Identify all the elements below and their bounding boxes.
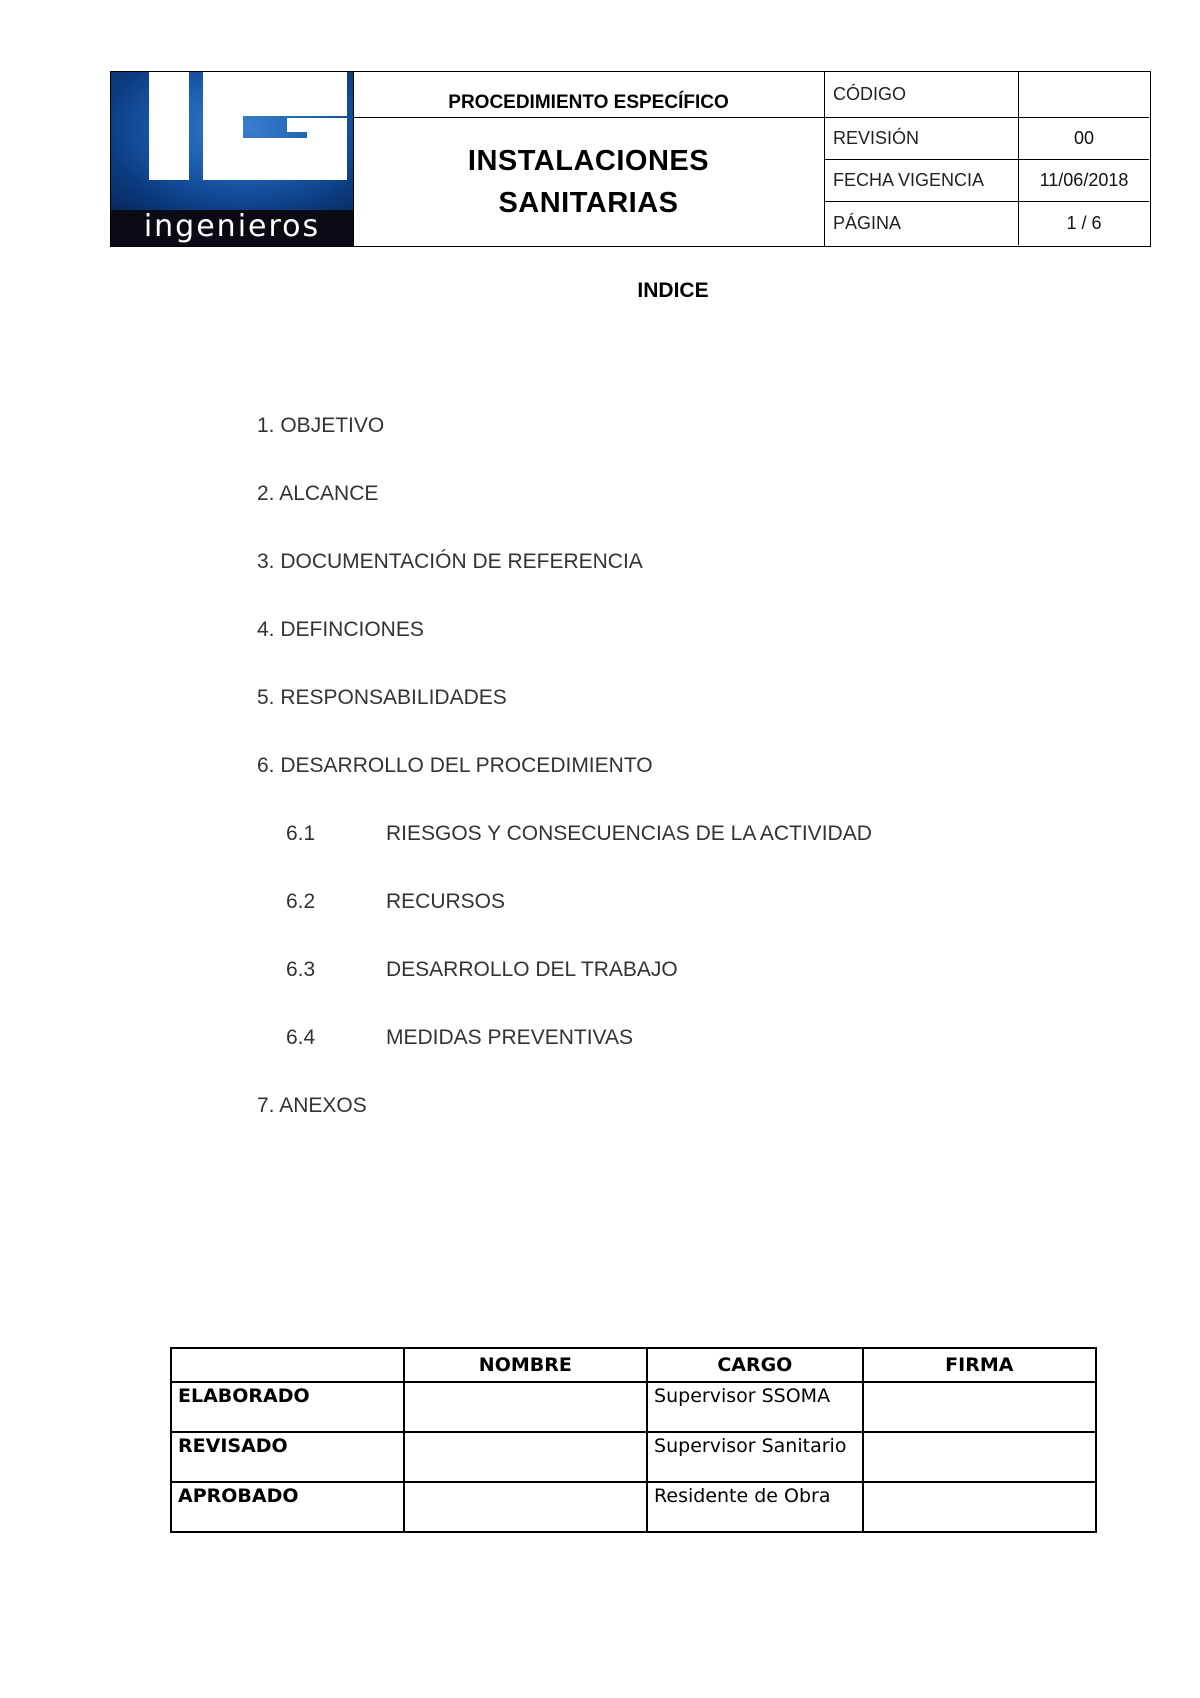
toc-item-anexos: 7. ANEXOS [257,1094,367,1117]
toc-item-definiciones: 4. DEFINCIONES [257,618,424,641]
approval-row-revisado [171,1432,1096,1482]
toc-subitem [286,958,678,982]
approval-cargo: Supervisor SSOMA [647,1382,863,1432]
meta-row-pagina [825,202,1149,245]
approval-header-nombre: NOMBRE [404,1348,647,1382]
doc-title-line-1: INSTALACIONES [467,145,710,177]
doc-title-line-2: SANITARIAS [498,187,679,219]
approval-nombre [404,1382,647,1432]
approval-header-empty [171,1348,404,1382]
header-meta-table [825,72,1149,246]
header-title-column [353,72,825,246]
meta-row-revision [825,118,1149,160]
approval-firma [863,1382,1096,1432]
toc-item-alcance: 2. ALCANCE [257,482,379,505]
approval-stage: APROBADO [171,1482,404,1532]
meta-value [1019,72,1149,117]
approval-row-aprobado [171,1482,1096,1532]
toc-subitem-number: 6.2 [286,890,316,913]
approval-stage: REVISADO [171,1432,404,1482]
toc-subitem-number: 6.1 [286,822,316,845]
toc-subitem-label: DESARROLLO DEL TRABAJO [386,958,678,981]
meta-value: 00 [1073,128,1095,148]
meta-key: REVISIÓN [825,118,1019,159]
meta-row-fecha-vigencia [825,160,1149,202]
approval-firma [863,1432,1096,1482]
logo-letters-mark [111,72,353,212]
approval-header-firma: FIRMA [863,1348,1096,1382]
approval-nombre [404,1432,647,1482]
toc-item-objetivo: 1. OBJETIVO [257,414,385,437]
index-heading-wrap [0,279,1200,303]
meta-key: FECHA VIGENCIA [825,160,1019,201]
doc-type-label: PROCEDIMIENTO ESPECÍFICO [353,72,824,118]
document-header [110,71,1151,247]
toc-subitem-label: RIESGOS Y CONSECUENCIAS DE LA ACTIVIDAD [386,822,872,845]
toc-item-desarrollo: 6. DESARROLLO DEL PROCEDIMIENTO [257,754,653,777]
approval-firma [863,1482,1096,1532]
approval-cargo: Residente de Obra [647,1482,863,1532]
meta-value: 11/06/2018 [1039,170,1129,190]
approval-cargo: Supervisor Sanitario [647,1432,863,1482]
approval-nombre [404,1482,647,1532]
meta-row-codigo [825,72,1149,118]
meta-key: CÓDIGO [825,72,1019,117]
approval-stage: ELABORADO [171,1382,404,1432]
toc-subitem-number: 6.4 [286,1026,316,1049]
toc-subitem-label: MEDIDAS PREVENTIVAS [386,1026,633,1049]
meta-value: 1 / 6 [1066,213,1102,233]
company-logo [111,72,354,246]
doc-title [353,118,824,246]
toc-subitem [286,890,505,914]
toc-subitem [286,822,872,846]
approval-table [170,1347,1097,1533]
logo-wordmark: ingenieros [143,209,321,244]
toc-item-documentacion: 3. DOCUMENTACIÓN DE REFERENCIA [257,550,643,573]
toc-item-responsabilidades: 5. RESPONSABILIDADES [257,686,507,709]
approval-row-elaborado [171,1382,1096,1432]
toc-subitem-label: RECURSOS [386,890,506,913]
approval-header-cargo: CARGO [647,1348,863,1382]
meta-key: PÁGINA [825,202,1019,245]
index-heading: INDICE [637,279,709,302]
toc-subitem-number: 6.3 [286,958,316,981]
approval-header-row [171,1348,1096,1382]
toc-subitem [286,1026,633,1050]
